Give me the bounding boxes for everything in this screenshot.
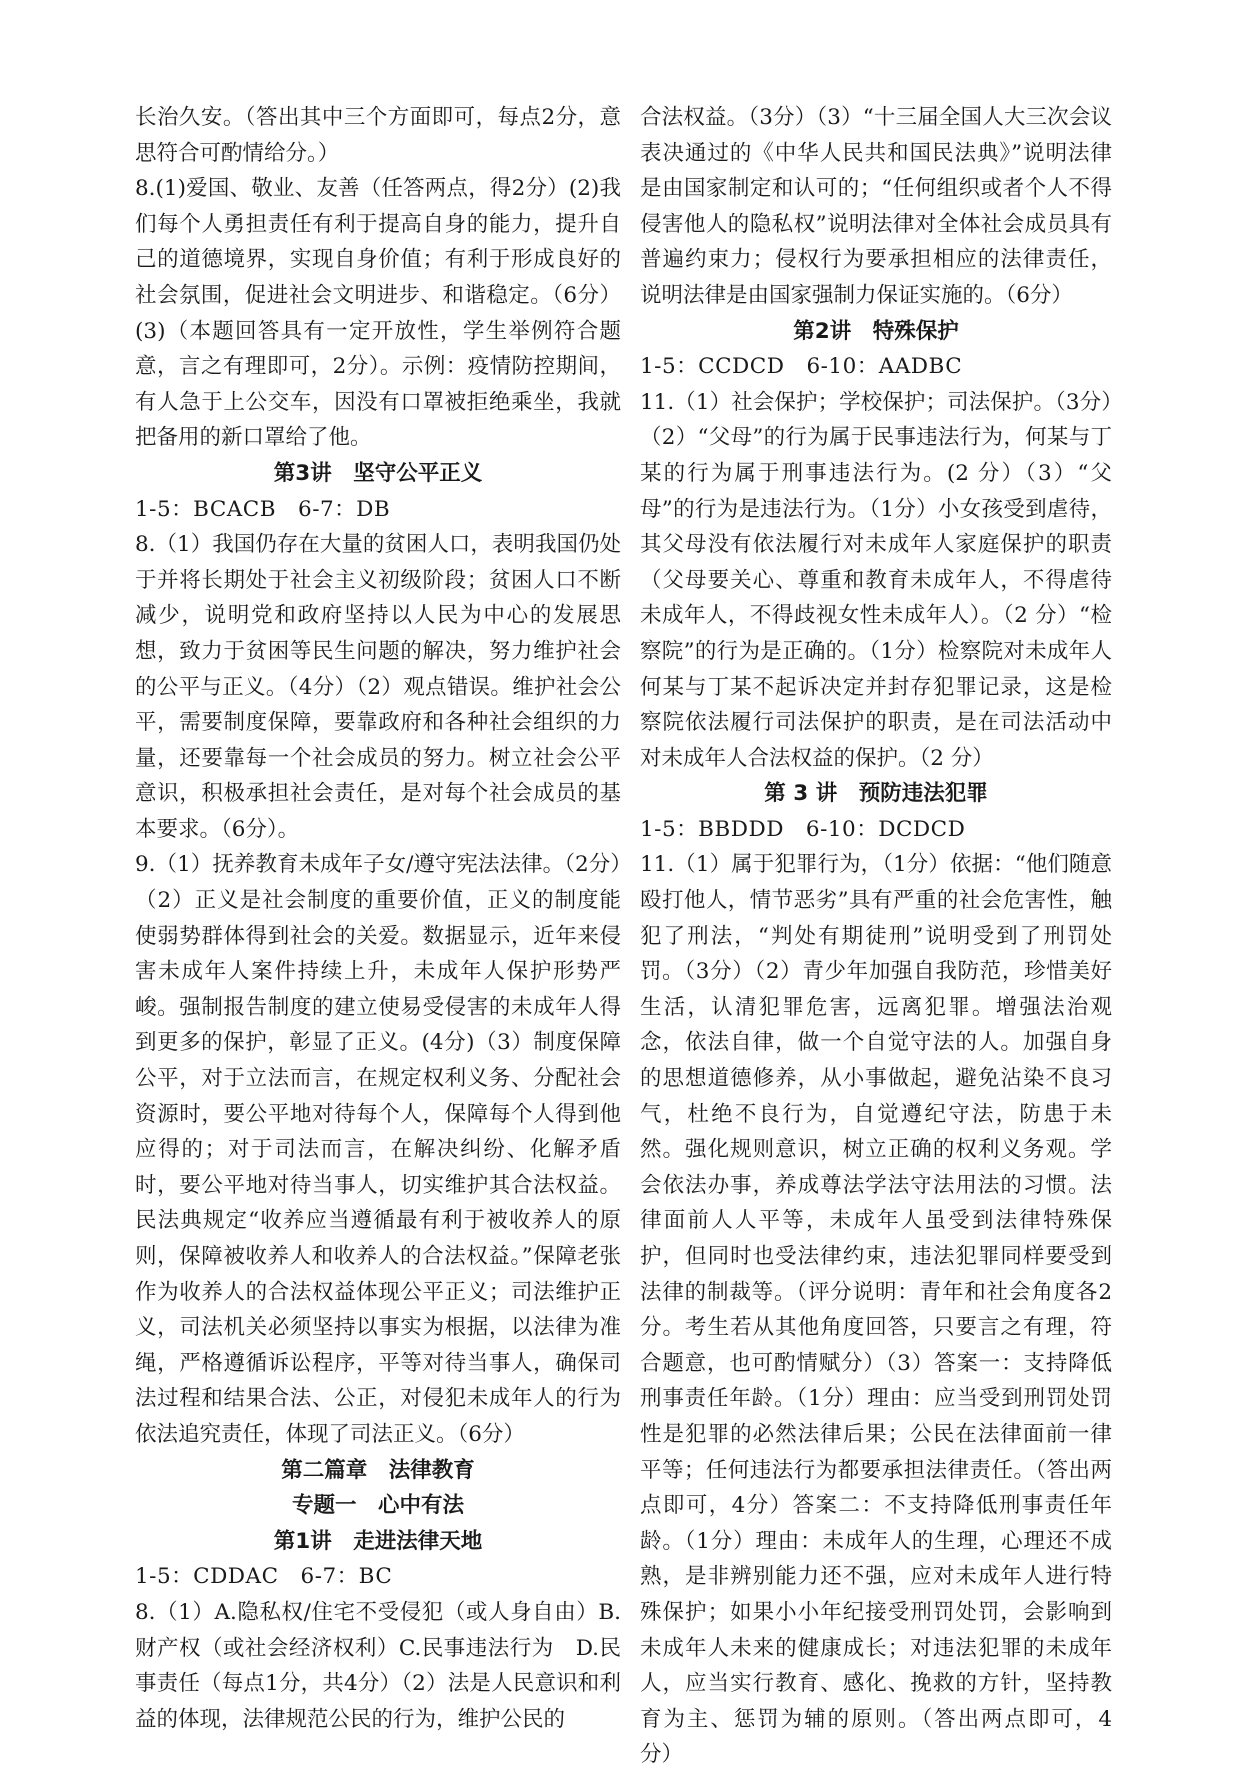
lecture-2-choice-answers: 1-5：CCDCD 6-10：AADBC: [640, 354, 963, 380]
continued-answer: 长治久安。（答出其中三个方面即可，每点2分，意思符合可酌情给分。）: [135, 105, 621, 166]
continued-answer-right: 合法权益。（3分）（3）“十三届全国人大三次会议表决通过的《中华人民共和国民法典》”说明法律是由国家制定和认可的；“任何组织或者个人不得侵害他人的隐私权”说明法律对全体社会成员具有普遍约束力；侵权行为要承担相应的法律责任，说明法律是由国家强制力保证实施的。（6分）: [640, 105, 1112, 308]
lecture-3b-question-11-answer: 11.（1）属于犯罪行为，（1分）依据：“他们随意殴打他人，情节恶劣”具有严重的社会危害性，触犯了刑法，“判处有期徒刑”说明受到了刑罚处罚。（3分）（2）青少年加强自我防范，珍惜美好生活，认清犯罪危害，远离犯罪。增强法治观念，依法自律，做一个自觉守法的人。加强自身的思想道德修养，从小事做起，避免沾染不良习气，杜绝不良行为，自觉遵纪守法，防患于未然。强化规则意识，树立正确的权利义务观。学会依法办事，养成尊法学法守法用法的习惯。法律面前人人平等，未成年人虽受到法律特殊保护，但同时也受法律约束，违法犯罪同样要受到法律的制裁等。（评分说明：青年和社会角度各2分。考生若从其他角度回答，只要言之有理，符合题意，也可酌情赋分）（3）答案一：支持降低刑事责任年龄。（1分）理由：应当受到刑罚处罚性是犯罪的必然法律后果；公民在法律面前一律平等；任何违法行为都要承担法律责任。（答出两点即可，4分）答案二：不支持降低刑事责任年龄。（1分）理由：未成年人的生理，心理还不成熟，是非辨别能力还不强，应对未成年人进行特殊保护；如果小小年纪接受刑罚处罚，会影响到未成年人未来的健康成长；对违法犯罪的未成年人，应当实行教育、感化、挽救的方针，坚持教育为主、惩罚为辅的原则。（答出两点即可，4 分）: [640, 852, 1112, 1768]
lecture-3-choice-answers: 1-5：BCACB 6-7：DB: [135, 496, 391, 522]
lecture-3-question-8-answer: 8.（1）我国仍存在大量的贫困人口，表明我国仍处于并将长期处于社会主义初级阶段；贫困人口不断减少，说明党和政府坚持以人民为中心的发展思想，致力于贫困等民生问题的解决，努力维护社会的公平与正义。（4分）（2）观点错误。维护社会公平，需要制度保障，要靠政府和各种社会组织的力量，还要靠每一个社会成员的努力。树立社会公平意识，积极承担社会责任，是对每个社会成员的基本要求。（6分）。: [135, 532, 621, 842]
lecture-3b-heading: 第 3 讲 预防违法犯罪: [764, 781, 988, 807]
lecture-3-heading: 第3讲 坚守公平正义: [273, 460, 483, 486]
right-column: [640, 100, 1112, 1773]
lecture-2-heading: 第2讲 特殊保护: [793, 318, 959, 344]
part-2-heading: 第二篇章 法律教育: [281, 1457, 475, 1483]
lecture-1-heading: 第1讲 走进法律天地: [273, 1528, 483, 1554]
topic-1-heading: 专题一 心中有法: [291, 1493, 464, 1519]
lecture-1-question-8-answer: 8.（1）A.隐私权/住宅不受侵犯（或人身自由）B.财产权（或社会经济权利）C.民事违法行为 D.民事责任（每点1分，共4分）（2）法是人民意识和利益的体现，法律规范公民的行为，维护公民的: [135, 1599, 621, 1732]
lecture-1-choice-answers: 1-5：CDDAC 6-7：BC: [135, 1564, 393, 1590]
left-column: [135, 100, 621, 1737]
lecture-2-question-11-answer: 11.（1）社会保护；学校保护；司法保护。（3分）（2）“父母”的行为属于民事违法行为，何某与丁某的行为属于刑事违法行为。(2 分）（3）“父母”的行为是违法行为。（1分）小女孩受到虐待，其父母没有依法履行对未成年人家庭保护的职责（父母要关心、尊重和教育未成年人，不得虐待未成年人，不得歧视女性未成年人）。（2 分）“检察院”的行为是正确的。（1分）检察院对未成年人何某与丁某不起诉决定并封存犯罪记录，这是检察院依法履行司法保护的职责，是在司法活动中对未成年人合法权益的保护。（2 分）: [640, 389, 1112, 771]
lecture-3-question-9-answer: 9.（1）抚养教育未成年子女/遵守宪法法律。（2分）（2）正义是社会制度的重要价值，正义的制度能使弱势群体得到社会的关爱。数据显示，近年来侵害未成年人案件持续上升，未成年人保护形势严峻。强制报告制度的建立使易受侵害的未成年人得到更多的保护，彰显了正义。(4分)（3）制度保障公平，对于立法而言，在规定权利义务、分配社会资源时，要公平地对待每个人，保障每个人得到他应得的；对于司法而言，在解决纠纷、化解矛盾时，要公平地对待当事人，切实维护其合法权益。民法典规定“收养应当遵循最有利于被收养人的原则，保障被收养人和收养人的合法权益。”保障老张作为收养人的合法权益体现公平正义；司法维护正义，司法机关必须坚持以事实为根据，以法律为准绳，严格遵循诉讼程序，平等对待当事人，确保司法过程和结果合法、公正，对侵犯未成年人的行为依法追究责任，体现了司法正义。（6分）: [135, 852, 621, 1447]
question-8-answer: 8.(1)爱国、敬业、友善（任答两点，得2分）(2)我们每个人勇担责任有利于提高自身的能力，提升自己的道德境界，实现自身价值；有利于形成良好的社会氛围，促进社会文明进步、和谐稳定。（6分）(3)（本题回答具有一定开放性，学生举例符合题意，言之有理即可，2分）。示例：疫情防控期间，有人急于上公交车，因没有口罩被拒绝乘坐，我就把备用的新口罩给了他。: [135, 176, 621, 451]
lecture-3b-choice-answers: 1-5：BBDDD 6-10：DCDCD: [640, 816, 966, 842]
